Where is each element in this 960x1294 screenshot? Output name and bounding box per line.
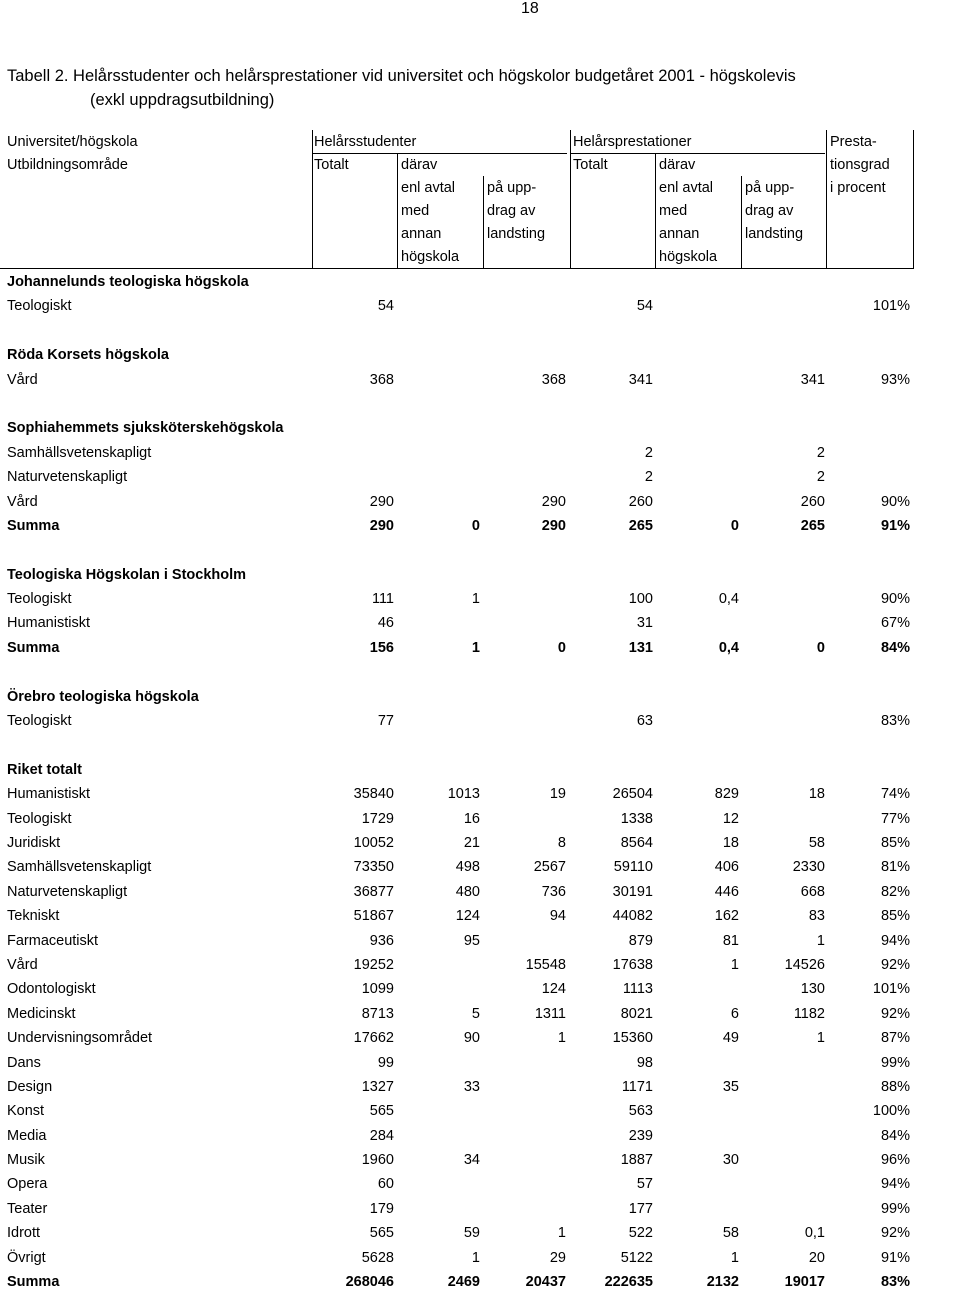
cell-c1: 99	[377, 1054, 394, 1071]
cell-c5: 18	[722, 834, 739, 851]
area-label: Naturvetenskapligt	[7, 883, 128, 900]
cell-c4: 1171	[621, 1078, 653, 1095]
institution-name: Johannelunds teologiska högskola	[7, 274, 249, 290]
cell-c2: 34	[463, 1152, 480, 1169]
table-title-line-1: Tabell 2. Helårsstudenter och helårsprestationer vid universitet och högskolor budgetåret 2001 - högskolevis	[7, 67, 796, 85]
cell-c2: 59	[463, 1225, 480, 1242]
cell-c7: 94%	[880, 932, 910, 949]
header-hogskola-s: högskola	[401, 249, 460, 265]
cell-c4: 57	[636, 1176, 653, 1193]
table-row	[0, 465, 960, 489]
cell-c5: 0,4	[718, 591, 739, 608]
cell-c7: 67%	[880, 615, 910, 632]
cell-c1: 51867	[353, 908, 394, 925]
table-title	[7, 64, 796, 112]
table-row	[0, 1051, 960, 1075]
header-presta-2: tionsgrad	[830, 157, 890, 173]
cell-c4: 131	[628, 639, 653, 656]
cell-c1: 36877	[353, 883, 394, 900]
area-label: Teologiskt	[7, 713, 72, 730]
cell-c2: 21	[463, 834, 480, 851]
cell-c7: 91%	[880, 517, 910, 534]
cell-c7: 81%	[880, 859, 910, 876]
spacer-row	[0, 733, 960, 757]
table-row	[0, 1172, 960, 1196]
cell-c1: 19252	[353, 956, 394, 973]
table-row	[0, 807, 960, 831]
area-label: Vård	[7, 371, 38, 388]
cell-c6: 2	[816, 469, 825, 486]
cell-c4: 222635	[604, 1274, 653, 1291]
header-rule-students	[312, 153, 567, 154]
header-enl-avtal-p: enl avtal	[659, 180, 714, 196]
area-label: Opera	[7, 1176, 48, 1193]
area-label: Musik	[7, 1152, 45, 1169]
table-row	[0, 709, 960, 733]
cell-c3: 736	[541, 883, 566, 900]
header-totalt-students: Totalt	[314, 157, 349, 173]
area-label: Konst	[7, 1103, 45, 1120]
cell-c2: 2469	[447, 1274, 480, 1291]
cell-c1: 54	[377, 298, 394, 315]
cell-c6: 83	[808, 908, 825, 925]
cell-c6: 19017	[784, 1274, 825, 1291]
cell-c4: 59110	[613, 859, 653, 876]
cell-c5: 58	[722, 1225, 739, 1242]
header-helarsprestationer: Helårsprestationer	[573, 134, 692, 150]
cell-c5: 406	[714, 859, 739, 876]
cell-c6: 20	[808, 1249, 825, 1266]
cell-c4: 8021	[620, 1005, 653, 1022]
table-row	[0, 587, 960, 611]
cell-c4: 879	[628, 932, 653, 949]
cell-c3: 124	[541, 981, 566, 998]
cell-c7: 92%	[880, 1225, 910, 1242]
table-title-line-2: (exkl uppdragsutbildning)	[90, 91, 275, 109]
cell-c4: 239	[628, 1127, 653, 1144]
table-row	[0, 953, 960, 977]
header-helarsstudenter: Helårsstudenter	[314, 134, 417, 150]
cell-c4: 1338	[620, 810, 653, 827]
cell-c3: 290	[541, 493, 566, 510]
cell-c3: 94	[549, 908, 566, 925]
cell-c5: 35	[722, 1078, 739, 1095]
cell-c6: 265	[800, 517, 825, 534]
area-label: Media	[7, 1127, 47, 1144]
spacer-row	[0, 392, 960, 416]
table-row	[0, 1026, 960, 1050]
header-med-p: med	[659, 203, 688, 219]
area-label: Teologiskt	[7, 591, 72, 608]
header-bottom-rule	[0, 268, 914, 269]
cell-c2: 1	[471, 639, 480, 656]
section-heading-row	[0, 270, 960, 294]
area-label: Farmaceutiskt	[7, 932, 99, 949]
header-rule-prestationer	[570, 153, 825, 154]
cell-c4: 8564	[620, 834, 653, 851]
cell-c2: 0	[471, 517, 480, 534]
area-label: Teologiskt	[7, 298, 72, 315]
table-row	[0, 880, 960, 904]
cell-c5: 6	[730, 1005, 739, 1022]
table-row	[0, 368, 960, 392]
area-label: Summa	[7, 1274, 60, 1291]
header-divider-3	[483, 176, 484, 269]
header-med-s: med	[401, 203, 430, 219]
cell-c2: 95	[463, 932, 480, 949]
header-divider-4	[570, 130, 571, 269]
cell-c4: 265	[628, 517, 653, 534]
area-label: Summa	[7, 639, 60, 656]
cell-c4: 341	[628, 371, 653, 388]
table-row	[0, 1148, 960, 1172]
header-divider-1	[312, 130, 313, 269]
cell-c2: 480	[455, 883, 480, 900]
area-label: Idrott	[7, 1225, 41, 1242]
cell-c1: 179	[369, 1200, 394, 1217]
cell-c2: 33	[463, 1078, 480, 1095]
table-row	[0, 831, 960, 855]
area-label: Samhällsvetenskapligt	[7, 444, 152, 461]
cell-c6: 1182	[793, 1005, 825, 1022]
summary-row	[0, 514, 960, 538]
cell-c6: 14526	[784, 956, 825, 973]
header-drag-av-p: drag av	[745, 203, 794, 219]
cell-c3: 290	[541, 517, 566, 534]
section-heading-row	[0, 685, 960, 709]
cell-c1: 290	[369, 517, 394, 534]
header-hogskola-p: högskola	[659, 249, 718, 265]
cell-c6: 2	[816, 444, 825, 461]
cell-c1: 60	[377, 1176, 394, 1193]
cell-c7: 101%	[872, 298, 910, 315]
cell-c7: 88%	[880, 1078, 910, 1095]
table-row	[0, 1124, 960, 1148]
header-divider-5	[655, 153, 656, 269]
cell-c1: 1960	[361, 1152, 394, 1169]
table-row	[0, 441, 960, 465]
spacer-row	[0, 538, 960, 562]
cell-c4: 44082	[612, 908, 653, 925]
cell-c6: 18	[808, 786, 825, 803]
header-presta-1: Presta-	[830, 134, 877, 150]
header-enl-avtal-s: enl avtal	[401, 180, 456, 196]
cell-c3: 8	[557, 834, 566, 851]
table-row	[0, 1075, 960, 1099]
cell-c7: 85%	[880, 834, 910, 851]
cell-c7: 91%	[880, 1249, 910, 1266]
cell-c4: 5122	[620, 1249, 653, 1266]
header-landsting-p: landsting	[745, 226, 804, 242]
header-drag-av-s: drag av	[487, 203, 536, 219]
institution-name: Teologiska Högskolan i Stockholm	[7, 566, 247, 583]
cell-c1: 565	[369, 1225, 394, 1242]
cell-c3: 29	[549, 1249, 566, 1266]
cell-c5: 1	[730, 1249, 739, 1266]
cell-c4: 100	[628, 591, 653, 608]
header-divider-2	[397, 153, 398, 269]
cell-c1: 10052	[353, 834, 394, 851]
cell-c4: 260	[628, 493, 653, 510]
cell-c1: 1729	[361, 810, 394, 827]
cell-c2: 1013	[447, 786, 480, 803]
cell-c7: 94%	[880, 1176, 910, 1193]
cell-c4: 26504	[612, 786, 653, 803]
table-body	[0, 270, 960, 1294]
cell-c1: 1327	[361, 1078, 394, 1095]
table-row	[0, 490, 960, 514]
cell-c5: 12	[722, 810, 739, 827]
section-heading-row	[0, 343, 960, 367]
cell-c2: 1	[471, 1249, 480, 1266]
cell-c3: 1	[557, 1225, 566, 1242]
cell-c1: 46	[377, 615, 394, 632]
area-label: Medicinskt	[7, 1005, 76, 1022]
header-darav-prestationer: därav	[659, 157, 696, 173]
cell-c7: 90%	[880, 493, 910, 510]
institution-name: Riket totalt	[7, 761, 82, 778]
cell-c1: 268046	[345, 1274, 394, 1291]
cell-c6: 1	[816, 932, 825, 949]
cell-c7: 99%	[880, 1200, 910, 1217]
cell-c4: 1887	[620, 1152, 653, 1169]
institution-name: Röda Korsets högskola	[7, 347, 169, 364]
cell-c3: 0	[557, 639, 566, 656]
cell-c1: 35840	[353, 786, 394, 803]
cell-c6: 0	[816, 639, 825, 656]
cell-c6: 130	[800, 981, 825, 998]
area-label: Teater	[7, 1200, 48, 1217]
cell-c1: 73350	[353, 859, 394, 876]
header-university: Universitet/högskola	[7, 134, 138, 150]
area-label: Juridiskt	[7, 834, 61, 851]
header-annan-p: annan	[659, 226, 700, 242]
table-row	[0, 904, 960, 928]
cell-c1: 936	[369, 932, 394, 949]
cell-c3: 20437	[525, 1274, 566, 1291]
header-area: Utbildningsområde	[7, 157, 128, 173]
cell-c6: 2330	[792, 859, 825, 876]
cell-c7: 93%	[880, 371, 910, 388]
cell-c3: 1	[557, 1030, 566, 1047]
cell-c4: 177	[628, 1200, 653, 1217]
cell-c6: 1	[816, 1030, 825, 1047]
area-label: Humanistiskt	[7, 615, 90, 632]
cell-c3: 1311	[534, 1005, 566, 1022]
area-label: Naturvetenskapligt	[7, 469, 128, 486]
summary-row	[0, 1270, 960, 1294]
cell-c7: 83%	[880, 1274, 910, 1291]
header-darav-students: därav	[401, 157, 438, 173]
cell-c4: 522	[628, 1225, 653, 1242]
section-heading-row	[0, 758, 960, 782]
cell-c5: 829	[714, 786, 739, 803]
cell-c1: 156	[369, 639, 394, 656]
page-number: 18	[521, 0, 539, 17]
cell-c3: 19	[549, 786, 566, 803]
cell-c2: 5	[471, 1005, 480, 1022]
area-label: Humanistiskt	[7, 786, 90, 803]
cell-c7: 84%	[880, 1127, 910, 1144]
cell-c1: 77	[377, 713, 394, 730]
cell-c2: 498	[455, 859, 480, 876]
cell-c6: 668	[800, 883, 825, 900]
cell-c3: 15548	[525, 956, 566, 973]
cell-c1: 290	[369, 493, 394, 510]
cell-c5: 1	[730, 956, 739, 973]
table-row	[0, 1246, 960, 1270]
cell-c5: 0,4	[718, 639, 739, 656]
header-presta-3: i procent	[830, 180, 886, 196]
cell-c5: 0	[730, 517, 739, 534]
table-row	[0, 855, 960, 879]
spacer-row	[0, 660, 960, 684]
table-row	[0, 611, 960, 635]
cell-c7: 82%	[880, 883, 910, 900]
cell-c1: 111	[371, 591, 394, 608]
cell-c7: 99%	[880, 1054, 910, 1071]
table-row	[0, 1099, 960, 1123]
header-divider-8	[913, 130, 914, 269]
cell-c2: 1	[471, 591, 480, 608]
cell-c1: 368	[369, 371, 394, 388]
header-totalt-prestationer: Totalt	[573, 157, 608, 173]
table-row	[0, 977, 960, 1001]
cell-c4: 31	[636, 615, 653, 632]
cell-c1: 17662	[353, 1030, 394, 1047]
institution-name: Örebro teologiska högskola	[7, 688, 199, 705]
area-label: Undervisningsområdet	[7, 1030, 153, 1047]
cell-c7: 87%	[880, 1030, 910, 1047]
cell-c7: 100%	[872, 1103, 910, 1120]
cell-c4: 1113	[622, 981, 653, 998]
area-label: Vård	[7, 956, 38, 973]
header-divider-6	[741, 176, 742, 269]
cell-c5: 446	[714, 883, 739, 900]
table-row	[0, 782, 960, 806]
cell-c2: 90	[463, 1030, 480, 1047]
area-label: Odontologiskt	[7, 981, 96, 998]
cell-c1: 284	[369, 1127, 394, 1144]
cell-c6: 58	[808, 834, 825, 851]
area-label: Dans	[7, 1054, 41, 1071]
cell-c7: 90%	[880, 591, 910, 608]
cell-c6: 0,1	[804, 1225, 825, 1242]
cell-c4: 54	[636, 298, 653, 315]
header-divider-7	[826, 130, 827, 269]
cell-c3: 2567	[533, 859, 566, 876]
cell-c7: 74%	[880, 786, 910, 803]
cell-c4: 63	[636, 713, 653, 730]
cell-c4: 98	[636, 1054, 653, 1071]
area-label: Vård	[7, 493, 38, 510]
summary-row	[0, 636, 960, 660]
cell-c1: 5628	[361, 1249, 394, 1266]
cell-c7: 92%	[880, 1005, 910, 1022]
cell-c5: 30	[722, 1152, 739, 1169]
area-label: Teologiskt	[7, 810, 72, 827]
area-label: Summa	[7, 517, 60, 534]
cell-c7: 85%	[880, 908, 910, 925]
cell-c7: 101%	[872, 981, 910, 998]
area-label: Samhällsvetenskapligt	[7, 859, 152, 876]
cell-c2: 124	[455, 908, 480, 925]
cell-c4: 2	[644, 469, 653, 486]
cell-c5: 49	[722, 1030, 739, 1047]
cell-c5: 2132	[706, 1274, 739, 1291]
institution-name: Sophiahemmets sjuksköterskehögskola	[7, 420, 284, 437]
cell-c7: 83%	[880, 713, 910, 730]
cell-c2: 16	[463, 810, 480, 827]
section-heading-row	[0, 416, 960, 440]
header-pa-upp-s: på upp-	[487, 180, 537, 196]
cell-c5: 81	[722, 932, 739, 949]
table-row	[0, 929, 960, 953]
area-label: Tekniskt	[7, 908, 60, 925]
area-label: Övrigt	[7, 1249, 46, 1266]
cell-c6: 341	[800, 371, 825, 388]
cell-c7: 92%	[880, 956, 910, 973]
cell-c4: 2	[644, 444, 653, 461]
cell-c1: 1099	[361, 981, 394, 998]
cell-c1: 565	[369, 1103, 394, 1120]
table-row	[0, 1221, 960, 1245]
cell-c4: 17638	[612, 956, 653, 973]
cell-c4: 563	[628, 1103, 653, 1120]
cell-c7: 96%	[880, 1152, 910, 1169]
cell-c5: 162	[714, 908, 739, 925]
cell-c7: 77%	[880, 810, 910, 827]
cell-c1: 8713	[361, 1005, 394, 1022]
cell-c3: 368	[541, 371, 566, 388]
table-row	[0, 1002, 960, 1026]
table-row	[0, 1197, 960, 1221]
cell-c6: 260	[800, 493, 825, 510]
section-heading-row	[0, 563, 960, 587]
header-pa-upp-p: på upp-	[745, 180, 795, 196]
area-label: Design	[7, 1078, 53, 1095]
cell-c7: 84%	[880, 639, 910, 656]
cell-c4: 15360	[612, 1030, 653, 1047]
table-row	[0, 294, 960, 318]
header-landsting-s: landsting	[487, 226, 546, 242]
header-annan-s: annan	[401, 226, 442, 242]
cell-c4: 30191	[612, 883, 653, 900]
spacer-row	[0, 319, 960, 343]
